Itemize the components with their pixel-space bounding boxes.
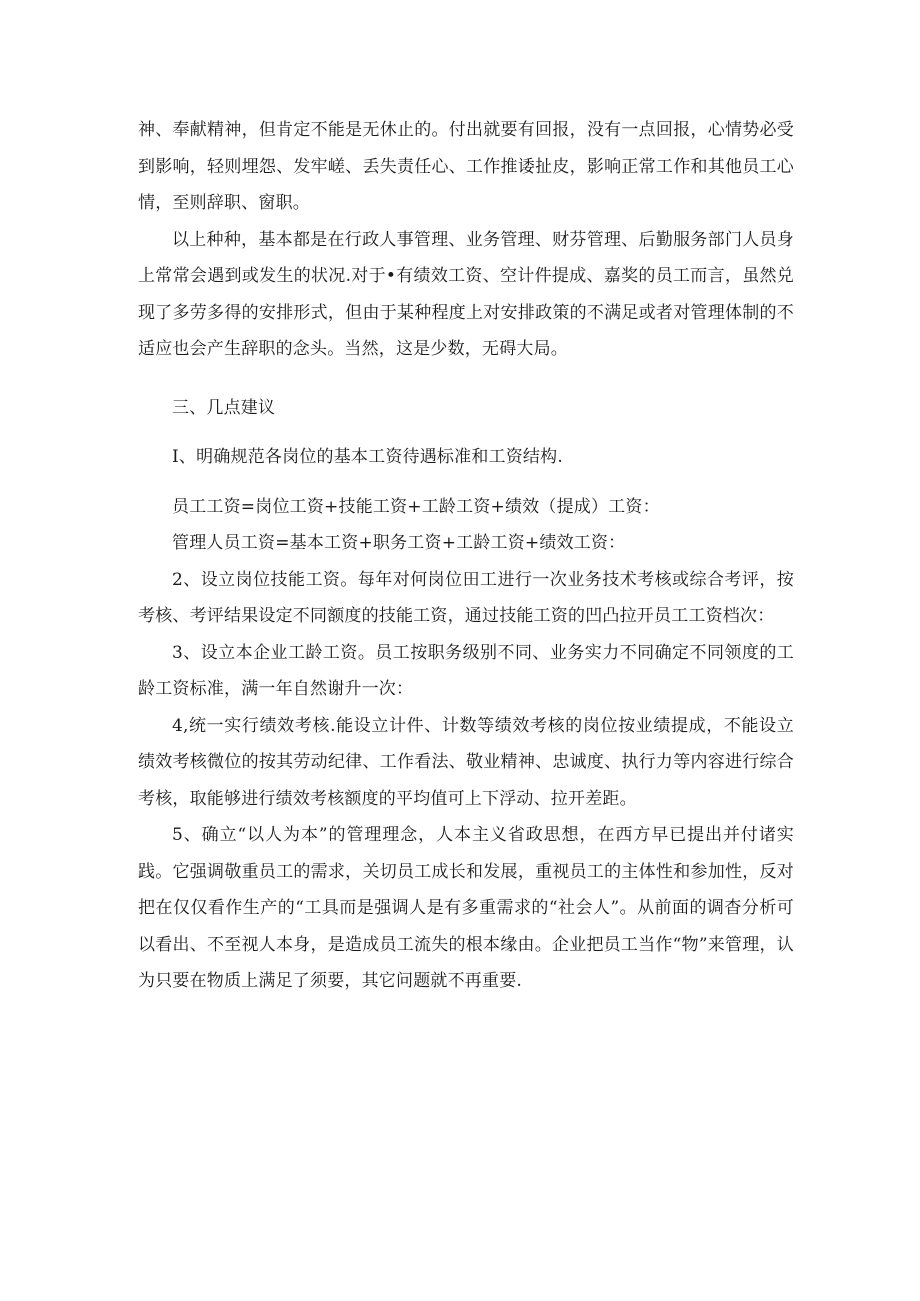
formula-manager-wage: 管理人员工资=基本工资+职务工资+工龄工资+绩效工资： [172,533,626,553]
suggestion-item-3: 3、设立本企业工龄工资。员工按职务级别不同、业务实力不同确定不同领度的工龄工资标准，满一年自然谢升一次： [138,642,794,699]
paragraph-summary: 以上种种，基本都是在行政人事管理、业务管理、财芬管理、后勤服务部门人员身上常常会遇到或发生的状况.对于•有绩效工资、空计件提成、嘉奖的员工而言，虽然兑现了多劳多得的安排形式，但由于某种程度上对安排政策的不满足或者对管理体制的不适应也会产生辞职的念头。当然，这是少数，无碍大局。 [138,229,794,359]
suggestion-item-2: 2、设立岗位技能工资。每年对何岗位田工进行一次业务技术考核或综合考评，按考核、考评结果设定不同额度的技能工资，通过技能工资的凹凸拉开员工工资档次： [138,569,794,626]
formula-employee-wage: 员工工资=岗位工资+技能工资+工龄工资+绩效（提成）工资： [172,496,660,517]
paragraph-continuation: 神、奉献精神，但肯定不能是无休止的。付出就要有回报，没有一点回报，心情势必受到影响，轻则埋怨、发牢嵯、丢失责任心、工作推诿扯皮，影响正常工作和其他员工心情，至则辞职、窗职。 [138,120,794,213]
section-heading-suggestions: 三、几点建议 [172,397,276,418]
suggestion-item-1: I、明确规范各岗位的基本工资待遇标准和工资结构. [172,447,563,467]
suggestion-item-4: 4,统一实行绩效考核.能设立计件、计数等绩效考核的岗位按业绩提成，不能设立绩效考核微位的按其劳动纪律、工作看法、敬业精神、忠诚度、执行力等内容进行综合考核，取能够进行绩效考核额度的平均值可上下浮动、拉开差距。 [138,715,794,809]
document-body [138,112,794,1000]
suggestion-item-5: 5、确立“以人为本”的管理理念，人本主义省政思想，在西方早已提出并付诸实践。它强调敬重员工的需求，关切员工成长和发展，重视员工的主体性和参加性，反对把在仅仅看作生产的“工具而是强调人是有多重需求的“社会人”。从前面的调杳分析可以看出、不至视人本身，是造成员工流失的根本缘由。企业把员工当作“物”来管理，认为只要在物质上满足了须要，其它问题就不再重要. [138,825,794,991]
